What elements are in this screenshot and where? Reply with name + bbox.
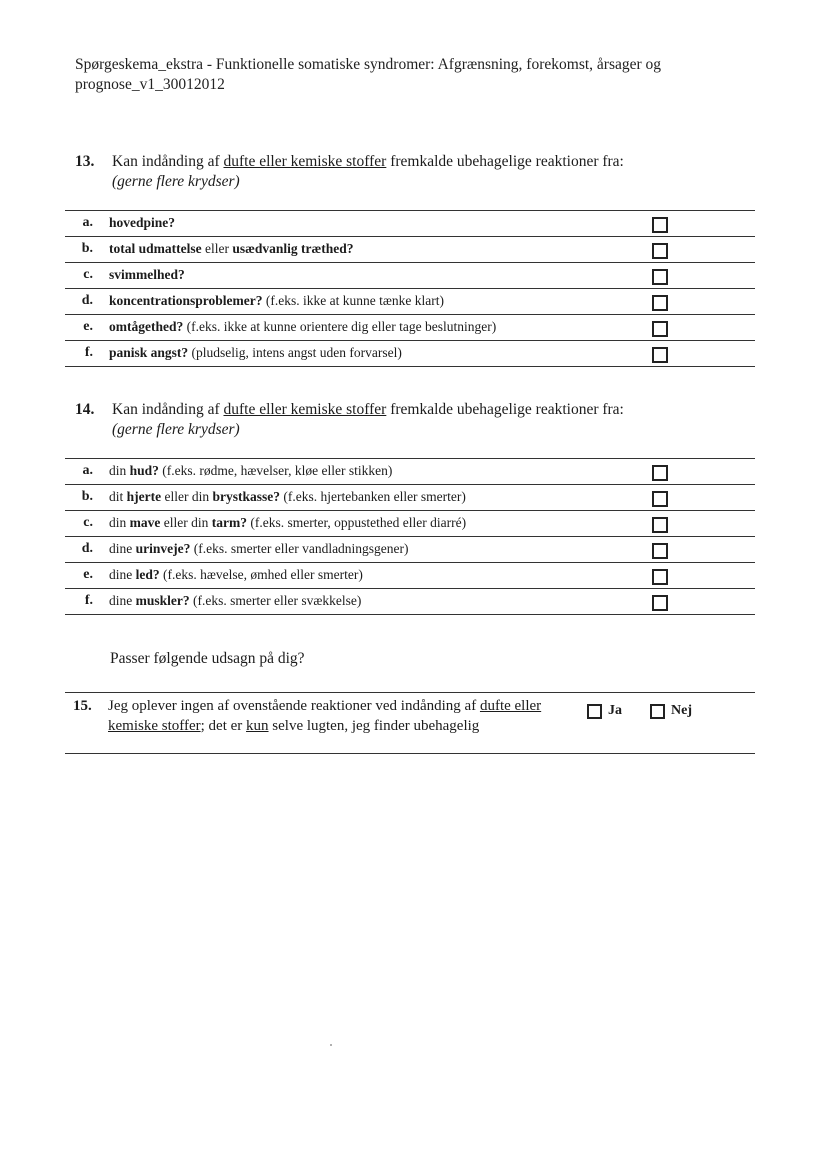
row-letter: e.: [83, 567, 93, 582]
row-letter: c.: [83, 267, 93, 282]
checkbox[interactable]: [652, 543, 668, 559]
row-bold-text: panisk angst?: [109, 345, 189, 360]
row-pre-text: dine: [109, 593, 136, 608]
checkbox[interactable]: [652, 243, 668, 259]
row-rest-text: (f.eks. smerter, oppustethed eller diarré): [246, 515, 467, 530]
row-rest-text: (f.eks. rødme, hævelser, kløe eller stikken): [158, 463, 393, 478]
row-text: [109, 567, 363, 583]
answer-row: [65, 484, 755, 510]
row-letter: c.: [83, 515, 93, 530]
question-text: [108, 696, 578, 736]
row-mid-text: eller: [201, 241, 233, 256]
row-text: [109, 267, 185, 283]
question-14-table: [65, 458, 755, 615]
checkbox[interactable]: [652, 217, 668, 233]
row-bold-text: urinveje?: [135, 541, 191, 556]
row-rest-text: (f.eks. smerter eller svækkelse): [189, 593, 362, 608]
answer-row: [65, 458, 755, 484]
row-pre-text: din: [109, 463, 130, 478]
row-bold-text: koncentrationsproblemer?: [109, 293, 263, 308]
question-number: 15.: [73, 698, 92, 714]
row-letter: d.: [81, 541, 93, 556]
question-13-table: [65, 210, 755, 367]
question-text-part: Kan indånding af: [112, 401, 224, 418]
scan-speck: [330, 1044, 332, 1046]
row-bold-text: hjerte: [126, 489, 162, 504]
row-text: [109, 293, 444, 309]
no-label: Nej: [671, 703, 692, 718]
row-rest-text: (f.eks. ikke at kunne orientere dig eller tage beslutninger): [183, 319, 497, 334]
checkbox[interactable]: [652, 569, 668, 585]
question-number: 14.: [75, 401, 95, 418]
answer-row: [65, 562, 755, 588]
row-text: [109, 593, 361, 609]
checkbox[interactable]: [652, 295, 668, 311]
question-note: (gerne flere krydser): [112, 421, 240, 438]
checkbox[interactable]: [652, 465, 668, 481]
row-letter: e.: [83, 319, 93, 334]
row-text: [109, 541, 409, 557]
row-text: [109, 489, 466, 505]
question-text-part: selve lugten, jeg finder ubehagelig: [268, 718, 480, 734]
row-bold-text: tarm?: [211, 515, 247, 530]
answer-row: [65, 210, 755, 236]
row-letter: a.: [82, 215, 93, 230]
no-checkbox[interactable]: [650, 704, 665, 719]
row-rest-text: (pludselig, intens angst uden forvarsel): [188, 345, 402, 360]
row-rest-text: (f.eks. hævelse, ømhed eller smerter): [159, 567, 363, 582]
row-rest-text: (f.eks. ikke at kunne tænke klart): [262, 293, 444, 308]
row-bold-text: led?: [135, 567, 160, 582]
row-letter: a.: [82, 463, 93, 478]
checkbox[interactable]: [652, 347, 668, 363]
answer-row: [65, 510, 755, 536]
row-letter: f.: [84, 593, 93, 608]
yes-checkbox[interactable]: [587, 704, 602, 719]
row-bold-text: omtågethed?: [109, 319, 184, 334]
document-header: [75, 55, 755, 95]
row-mid-text: eller din: [160, 515, 212, 530]
question-text: [112, 152, 752, 192]
row-bold-text: muskler?: [135, 593, 190, 608]
row-text: [109, 515, 466, 531]
row-text: [109, 463, 392, 479]
no-option[interactable]: [650, 701, 692, 721]
statement-prompt: Passer følgende udsagn på dig?: [110, 650, 305, 667]
row-bold-text: svimmelhed?: [109, 267, 185, 282]
answer-row: [65, 536, 755, 562]
row-text: [109, 241, 354, 257]
question-text-underlined: kun: [246, 718, 269, 734]
answer-row: [65, 340, 755, 367]
answer-row: [65, 236, 755, 262]
checkbox[interactable]: [652, 269, 668, 285]
checkbox[interactable]: [652, 321, 668, 337]
checkbox[interactable]: [652, 595, 668, 611]
question-number: 13.: [75, 153, 95, 170]
row-bold-text: mave: [129, 515, 161, 530]
header-line-2: prognose_v1_30012012: [75, 76, 225, 93]
row-bold-text: brystkasse?: [212, 489, 280, 504]
question-text-part: fremkalde ubehagelige reaktioner fra:: [386, 401, 624, 418]
row-rest-text: (f.eks. hjertebanken eller smerter): [280, 489, 466, 504]
row-text: [109, 319, 496, 335]
row-bold-text: usædvanlig træthed?: [232, 241, 354, 256]
row-pre-text: dit: [109, 489, 127, 504]
row-letter: b.: [81, 489, 93, 504]
answer-row: [65, 262, 755, 288]
row-pre-text: din: [109, 515, 130, 530]
checkbox[interactable]: [652, 517, 668, 533]
question-text-part: ; det er: [200, 718, 247, 734]
row-letter: d.: [81, 293, 93, 308]
question-note: (gerne flere krydser): [112, 173, 240, 190]
question-text-part: fremkalde ubehagelige reaktioner fra:: [386, 153, 624, 170]
yes-label: Ja: [608, 703, 622, 718]
row-pre-text: dine: [109, 567, 136, 582]
answer-row: [65, 288, 755, 314]
question-text: [112, 400, 752, 440]
row-pre-text: dine: [109, 541, 136, 556]
row-text: [109, 215, 175, 231]
row-rest-text: (f.eks. smerter eller vandladningsgener): [190, 541, 409, 556]
checkbox[interactable]: [652, 491, 668, 507]
row-bold-text: hovedpine?: [109, 215, 176, 230]
row-mid-text: eller din: [161, 489, 213, 504]
yes-option[interactable]: [587, 701, 622, 721]
row-letter: b.: [81, 241, 93, 256]
question-text-underlined: dufte eller kemiske stoffer: [223, 401, 387, 418]
row-letter: f.: [84, 345, 93, 360]
question-text-part: Jeg oplever ingen af ovenstående reaktioner ved indånding af: [108, 698, 480, 714]
header-line-1: Spørgeskema_ekstra - Funktionelle somatiske syndromer: Afgrænsning, forekomst, årsager og: [75, 56, 662, 73]
question-text-underlined: dufte eller kemiske stoffer: [223, 153, 387, 170]
answer-row: [65, 314, 755, 340]
row-bold-text: hud?: [129, 463, 159, 478]
question-15: [65, 692, 755, 754]
question-text-underlined: dufte eller kemiske stoffer: [108, 698, 542, 734]
row-bold-text: total udmattelse: [109, 241, 202, 256]
row-text: [109, 345, 402, 361]
answer-row: [65, 588, 755, 615]
question-text-part: Kan indånding af: [112, 153, 224, 170]
